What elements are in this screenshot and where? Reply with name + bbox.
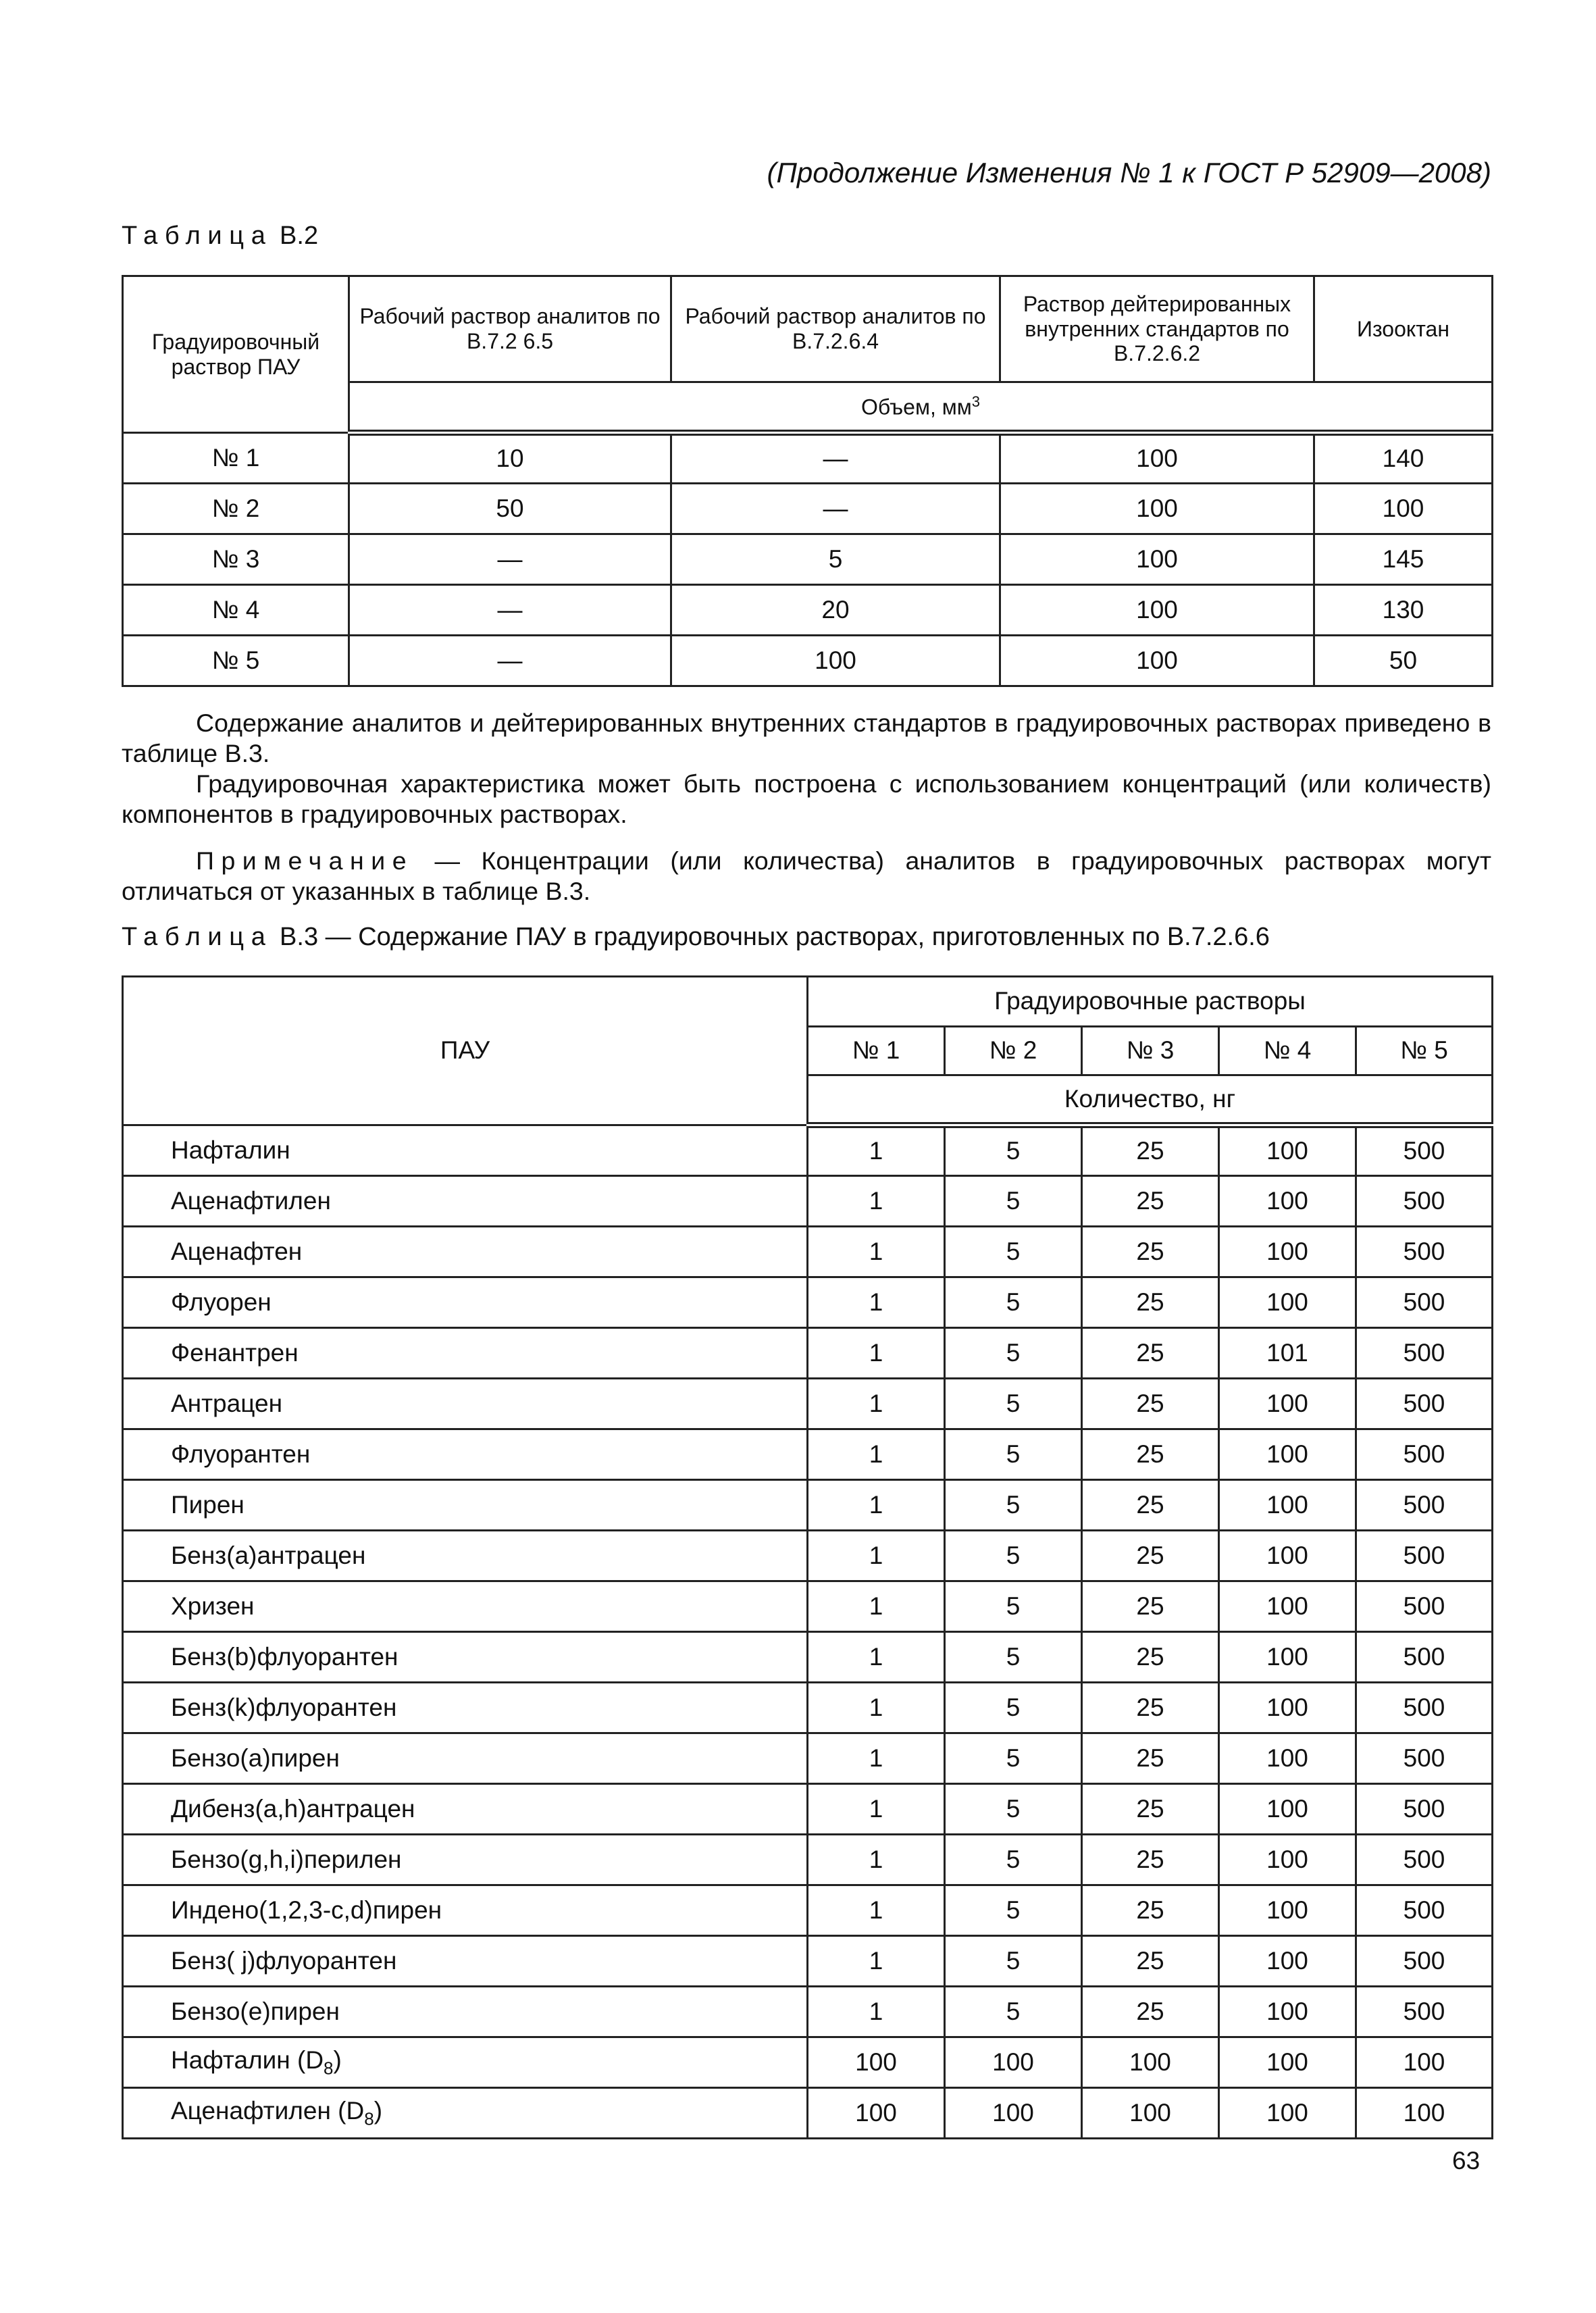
b3-row-name [123, 1581, 808, 1632]
b3-row-name-text: Фенантрен [171, 1338, 299, 1367]
b3-cell: 25 [1082, 1531, 1219, 1581]
b3-header-n4: № 4 [1219, 1027, 1356, 1075]
b3-cell: 100 [1219, 1277, 1356, 1328]
running-header: (Продолжение Изменения № 1 к ГОСТ Р 52909—2008) [767, 157, 1491, 188]
b2-cell: 130 [1314, 585, 1493, 636]
b3-row-name-text: Бензо(g,h,i)перилен [171, 1845, 402, 1873]
b3-cell: 1 [808, 1885, 945, 1936]
b3-cell: 500 [1356, 1227, 1493, 1277]
b3-header-n1: № 1 [808, 1027, 945, 1075]
b2-header-isooctane: Изооктан [1314, 276, 1493, 382]
b3-row-name-text: Бенз(b)флуорантен [171, 1642, 398, 1671]
b3-cell: 500 [1356, 1632, 1493, 1683]
b3-row-name [123, 2088, 808, 2139]
b3-cell: 100 [1219, 1125, 1356, 1176]
table-row [123, 1531, 1493, 1581]
b3-cell: 5 [945, 1227, 1082, 1277]
b3-row-name [123, 2037, 808, 2088]
table-row [123, 1885, 1493, 1936]
b2-cell: 10 [349, 433, 671, 484]
b2-row-name: № 4 [123, 585, 349, 636]
b3-row-name-text: Дибенз(а,h)антрацен [171, 1794, 415, 1823]
b3-row-name [123, 1632, 808, 1683]
b2-header-working-solution-1: Рабочий раствор аналитов по В.7.2 6.5 [349, 276, 671, 382]
b2-row-name: № 1 [123, 433, 349, 484]
b3-cell: 5 [945, 1936, 1082, 1987]
b3-cell: 101 [1219, 1328, 1356, 1379]
b3-cell: 1 [808, 1328, 945, 1379]
b3-cell: 100 [1219, 2037, 1356, 2088]
b3-cell: 100 [1082, 2088, 1219, 2139]
b3-cell: 25 [1082, 1176, 1219, 1227]
b2-cell: — [349, 636, 671, 686]
b3-cell: 100 [1219, 1581, 1356, 1632]
b3-row-name-text: Бензо(е)пирен [171, 1997, 340, 2025]
b3-row-name-text: Бенз( j)флуорантен [171, 1946, 397, 1975]
table-b3-caption [122, 923, 1270, 952]
b3-cell: 25 [1082, 1277, 1219, 1328]
table-row [123, 1429, 1493, 1480]
b3-cell: 100 [808, 2037, 945, 2088]
table-row [123, 1176, 1493, 1227]
b3-cell: 500 [1356, 1176, 1493, 1227]
b2-cell: 100 [671, 636, 1000, 686]
b2-header-unit [349, 382, 1493, 433]
b3-row-name-text: Пирен [171, 1490, 244, 1519]
table-row [123, 2037, 1493, 2088]
b3-cell: 1 [808, 1277, 945, 1328]
b3-cell: 100 [1219, 1531, 1356, 1581]
b3-cell: 25 [1082, 1683, 1219, 1733]
b3-row-name [123, 1277, 808, 1328]
b3-cell: 500 [1356, 1531, 1493, 1581]
b2-row-name: № 3 [123, 534, 349, 585]
b2-cell: 100 [1000, 585, 1314, 636]
b3-cell: 5 [945, 1987, 1082, 2037]
b2-cell: — [671, 433, 1000, 484]
b3-cell: 25 [1082, 1784, 1219, 1835]
b3-cell: 5 [945, 1632, 1082, 1683]
b3-cell: 5 [945, 1328, 1082, 1379]
b2-cell: 50 [1314, 636, 1493, 686]
paragraph-calibration-text: Градуировочная характеристика может быть построена с использованием концентраций (или количеств) компонентов в градуировочных растворах. [122, 769, 1491, 828]
b3-cell: 500 [1356, 1885, 1493, 1936]
b2-cell: 100 [1000, 484, 1314, 534]
b3-row-name-text: Хризен [171, 1592, 255, 1620]
b3-cell: 25 [1082, 1379, 1219, 1429]
table-row [123, 1733, 1493, 1784]
b3-row-name-text: Аценафтен [171, 1237, 303, 1265]
b3-cell: 1 [808, 1835, 945, 1885]
b3-cell: 1 [808, 1480, 945, 1531]
b2-cell: 100 [1000, 534, 1314, 585]
b3-cell: 5 [945, 1429, 1082, 1480]
b3-row-name-text: Аценафтилен [171, 1186, 331, 1215]
b3-row-name [123, 1379, 808, 1429]
b3-row-name [123, 1835, 808, 1885]
table-row [123, 1227, 1493, 1277]
b3-cell: 5 [945, 1277, 1082, 1328]
b3-row-name-text: Флуорен [171, 1288, 272, 1316]
table-row [123, 1328, 1493, 1379]
b3-cell: 500 [1356, 1429, 1493, 1480]
b3-cell: 500 [1356, 1987, 1493, 2037]
b3-cell: 5 [945, 1784, 1082, 1835]
b3-cell: 100 [1356, 2088, 1493, 2139]
b3-cell: 25 [1082, 1125, 1219, 1176]
b2-cell: — [671, 484, 1000, 534]
b2-header-solution: Градуировочный раствор ПАУ [123, 276, 349, 433]
table-row [123, 636, 1493, 686]
b3-cell: 100 [1219, 1835, 1356, 1885]
b3-cell: 500 [1356, 1936, 1493, 1987]
b3-cell: 100 [1219, 1936, 1356, 1987]
b2-header-working-solution-2: Рабочий раствор аналитов по В.7.2.6.4 [671, 276, 1000, 382]
b3-cell: 25 [1082, 1581, 1219, 1632]
b3-cell: 100 [1219, 1987, 1356, 2037]
note-paragraph [122, 846, 1491, 907]
b3-row-name-suffix: ) [333, 2045, 342, 2074]
b3-cell: 5 [945, 1379, 1082, 1429]
paragraph-contents [122, 708, 1491, 769]
b3-cell: 1 [808, 1176, 945, 1227]
b3-cell: 25 [1082, 1733, 1219, 1784]
table-row [123, 2088, 1493, 2139]
table-row [123, 1632, 1493, 1683]
b3-cell: 5 [945, 1683, 1082, 1733]
b3-row-name-text: Индено(1,2,3-c,d)пирен [171, 1896, 442, 1924]
b3-cell: 25 [1082, 1936, 1219, 1987]
table-row [123, 1379, 1493, 1429]
b2-row-name: № 5 [123, 636, 349, 686]
b2-cell: 100 [1000, 433, 1314, 484]
table-b3-caption-text: В.3 — Содержание ПАУ в градуировочных растворах, приготовленных по В.7.2.6.6 [280, 923, 1270, 951]
paragraph-calibration [122, 769, 1491, 830]
note-label: Примечание [196, 846, 414, 875]
b3-cell: 1 [808, 1125, 945, 1176]
b3-cell: 100 [1356, 2037, 1493, 2088]
table-row [123, 534, 1493, 585]
b2-cell: 50 [349, 484, 671, 534]
b3-cell: 1 [808, 1379, 945, 1429]
table-row [123, 1987, 1493, 2037]
b2-cell: 100 [1000, 636, 1314, 686]
b3-cell: 5 [945, 1531, 1082, 1581]
b3-row-name-text: Флуорантен [171, 1440, 311, 1468]
b3-row-name [123, 1328, 808, 1379]
b3-header-unit: Количество, нг [808, 1075, 1493, 1125]
b3-cell: 100 [1219, 1480, 1356, 1531]
table-b3-caption-label: Таблица [122, 923, 273, 951]
table-row [123, 1835, 1493, 1885]
table-row [123, 1784, 1493, 1835]
table-row [123, 1480, 1493, 1531]
b2-unit-text: Объем, мм [861, 395, 972, 420]
b3-cell: 1 [808, 1683, 945, 1733]
b3-cell: 25 [1082, 1480, 1219, 1531]
paragraph-contents-text: Содержание аналитов и дейтерированных внутренних стандартов в градуировочных растворах приведено в таблице В.3. [122, 709, 1491, 767]
table-b2-caption-number: В.2 [280, 222, 319, 250]
table-row [123, 484, 1493, 534]
b3-cell: 100 [808, 2088, 945, 2139]
b3-cell: 100 [1219, 1429, 1356, 1480]
b3-cell: 500 [1356, 1125, 1493, 1176]
table-row [123, 1277, 1493, 1328]
b3-row-name-text: Антрацен [171, 1389, 283, 1417]
table-row [123, 585, 1493, 636]
b3-row-name [123, 1885, 808, 1936]
b3-cell: 100 [1219, 1784, 1356, 1835]
b2-cell: 145 [1314, 534, 1493, 585]
b3-cell: 1 [808, 1429, 945, 1480]
b3-row-name-text: Бенз(k)флуорантен [171, 1693, 397, 1721]
b3-cell: 100 [1219, 2088, 1356, 2139]
b3-cell: 100 [945, 2088, 1082, 2139]
b3-header-n2: № 2 [945, 1027, 1082, 1075]
table-row [123, 1683, 1493, 1733]
b2-cell: 100 [1314, 484, 1493, 534]
table-row [123, 1125, 1493, 1176]
b3-header-group: Градуировочные растворы [808, 977, 1493, 1027]
b2-cell: 5 [671, 534, 1000, 585]
b3-cell: 1 [808, 1784, 945, 1835]
b3-row-name-text: Бенз(а)антрацен [171, 1541, 366, 1569]
table-b3 [122, 975, 1493, 2139]
b3-cell: 500 [1356, 1784, 1493, 1835]
table-row [123, 1936, 1493, 1987]
b3-cell: 1 [808, 1227, 945, 1277]
b2-cell: 140 [1314, 433, 1493, 484]
b3-row-name [123, 1683, 808, 1733]
b3-row-name [123, 1176, 808, 1227]
b3-cell: 500 [1356, 1835, 1493, 1885]
b3-cell: 25 [1082, 1328, 1219, 1379]
b3-cell: 5 [945, 1733, 1082, 1784]
b3-cell: 5 [945, 1581, 1082, 1632]
b3-row-name-text: Бензо(а)пирен [171, 1744, 340, 1772]
b3-cell: 100 [1219, 1885, 1356, 1936]
b3-cell: 500 [1356, 1379, 1493, 1429]
b3-cell: 1 [808, 1987, 945, 2037]
table-b2-caption [122, 222, 318, 251]
b3-cell: 25 [1082, 1835, 1219, 1885]
b3-cell: 100 [1219, 1379, 1356, 1429]
b2-cell: — [349, 534, 671, 585]
b3-cell: 100 [945, 2037, 1082, 2088]
b3-cell: 25 [1082, 1632, 1219, 1683]
table-row [123, 1581, 1493, 1632]
b3-cell: 500 [1356, 1683, 1493, 1733]
b3-row-name-subscript: 8 [324, 2058, 334, 2079]
b3-cell: 100 [1219, 1227, 1356, 1277]
b3-cell: 5 [945, 1176, 1082, 1227]
b3-cell: 25 [1082, 1429, 1219, 1480]
b3-row-name [123, 1987, 808, 2037]
b3-cell: 5 [945, 1835, 1082, 1885]
b2-unit-exponent: 3 [971, 392, 980, 410]
b3-row-name [123, 1125, 808, 1176]
b3-row-name [123, 1480, 808, 1531]
b3-cell: 100 [1219, 1632, 1356, 1683]
b3-row-name [123, 1784, 808, 1835]
table-b2 [122, 275, 1493, 687]
b3-cell: 500 [1356, 1328, 1493, 1379]
b3-header-n3: № 3 [1082, 1027, 1219, 1075]
b3-cell: 100 [1219, 1733, 1356, 1784]
b3-row-name-text: Аценафтилен (D [171, 2096, 365, 2125]
b3-cell: 25 [1082, 1987, 1219, 2037]
b3-cell: 25 [1082, 1885, 1219, 1936]
b3-cell: 25 [1082, 1227, 1219, 1277]
b3-row-name [123, 1531, 808, 1581]
b3-row-name [123, 1733, 808, 1784]
b3-row-name [123, 1429, 808, 1480]
b3-cell: 500 [1356, 1733, 1493, 1784]
b3-cell: 1 [808, 1632, 945, 1683]
b3-cell: 5 [945, 1125, 1082, 1176]
b3-cell: 5 [945, 1885, 1082, 1936]
b2-cell: 20 [671, 585, 1000, 636]
table-row [123, 433, 1493, 484]
b3-row-name-subscript: 8 [364, 2108, 374, 2129]
b3-cell: 500 [1356, 1277, 1493, 1328]
b3-cell: 100 [1219, 1683, 1356, 1733]
b3-row-name-text: Нафталин (D [171, 2045, 324, 2074]
b3-row-name-suffix: ) [374, 2096, 383, 2125]
b3-header-n5: № 5 [1356, 1027, 1493, 1075]
b3-cell: 1 [808, 1581, 945, 1632]
table-b2-caption-label: Таблица [122, 222, 273, 250]
b3-cell: 500 [1356, 1581, 1493, 1632]
page-number: 63 [1452, 2147, 1481, 2175]
b3-cell: 500 [1356, 1480, 1493, 1531]
b2-cell: — [349, 585, 671, 636]
b3-row-name [123, 1227, 808, 1277]
b3-header-pau: ПАУ [123, 977, 808, 1125]
b3-cell: 100 [1082, 2037, 1219, 2088]
b3-cell: 100 [1219, 1176, 1356, 1227]
note-text: — Концентрации (или количества) аналитов в градуировочных растворах могут отличаться от указанных в таблице В.3. [122, 846, 1491, 905]
b2-row-name: № 2 [123, 484, 349, 534]
b3-cell: 1 [808, 1936, 945, 1987]
b3-cell: 1 [808, 1733, 945, 1784]
b3-row-name-text: Нафталин [171, 1136, 290, 1164]
b2-header-deuterated-standards: Раствор дейтерированных внутренних стандартов по В.7.2.6.2 [1000, 276, 1314, 382]
b3-row-name [123, 1936, 808, 1987]
b3-cell: 1 [808, 1531, 945, 1581]
b3-cell: 5 [945, 1480, 1082, 1531]
